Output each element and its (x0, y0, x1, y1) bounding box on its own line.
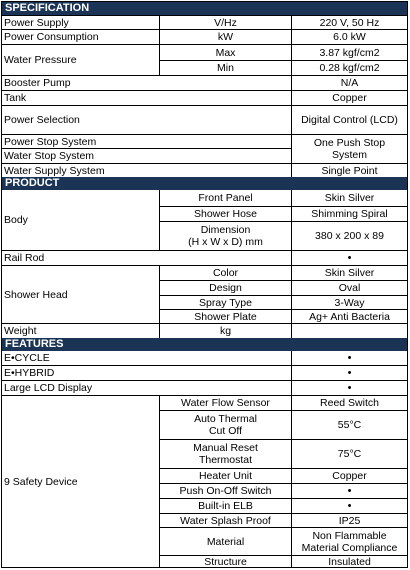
tank-label: Tank (2, 90, 291, 105)
push-onoff-label: Push On-Off Switch (159, 483, 291, 498)
structure-label: Structure (159, 555, 291, 567)
water-pressure-min-label: Min (159, 60, 291, 75)
material-value-line2: Material Compliance (301, 541, 398, 554)
auto-thermal-label (159, 410, 291, 439)
ehybrid-value: • (291, 365, 407, 380)
booster-pump-value: N/A (291, 75, 407, 90)
material-value-line1: Non Flammable (312, 529, 387, 542)
power-stop-label: Power Stop System (2, 134, 291, 148)
manual-reset-value: 75°C (291, 439, 407, 468)
power-selection-value: Digital Control (LCD) (291, 105, 407, 134)
power-supply-value: 220 V, 50 Hz (291, 15, 407, 29)
dimension-value: 380 x 200 x 89 (291, 221, 407, 250)
ehybrid-label: E•HYBRID (2, 365, 291, 380)
shower-plate-value: Ag+ Anti Bacteria (291, 309, 407, 323)
front-panel-label: Front Panel (159, 190, 291, 206)
manual-reset-label (159, 439, 291, 468)
lcd-display-value: • (291, 380, 407, 395)
power-supply-label: Power Supply (2, 15, 159, 29)
push-onoff-value: • (291, 483, 407, 498)
power-supply-unit: V/Hz (159, 15, 291, 29)
ecycle-value: • (291, 351, 407, 365)
water-splash-label: Water Splash Proof (159, 513, 291, 527)
power-consumption-value: 6.0 kW (291, 29, 407, 44)
specification-table (1, 1, 408, 568)
heater-unit-label: Heater Unit (159, 468, 291, 483)
built-in-elb-label: Built-in ELB (159, 498, 291, 513)
dimension-label-line2: (H x W x D) mm (188, 236, 263, 248)
auto-thermal-label-line1: Auto Thermal (194, 413, 257, 425)
safety-device-label: 9 Safety Device (2, 395, 159, 567)
shower-hose-label: Shower Hose (159, 206, 291, 221)
water-splash-value: IP25 (291, 513, 407, 527)
material-label: Material (159, 527, 291, 555)
spray-type-value: 3-Way (291, 295, 407, 309)
rail-rod-label: Rail Rod (2, 250, 291, 265)
ecycle-label: E•CYCLE (4, 352, 50, 364)
water-pressure-min-value: 0.28 kgf/cm2 (291, 60, 407, 75)
manual-reset-label-line2: Thermostat (198, 454, 253, 466)
water-flow-sensor-label: Water Flow Sensor (159, 395, 291, 410)
built-in-elb-value: • (291, 498, 407, 513)
shower-head-color-label: Color (159, 265, 291, 280)
water-pressure-label: Water Pressure (2, 44, 159, 75)
section-header-product: PRODUCT (2, 177, 407, 190)
shower-hose-value: Shimming Spiral (291, 206, 407, 221)
shower-head-color-value: Skin Silver (291, 265, 407, 280)
front-panel-value: Skin Silver (291, 190, 407, 206)
power-selection-label: Power Selection (2, 105, 291, 134)
water-supply-label: Water Supply System (2, 163, 291, 177)
manual-reset-label-line1: Manual Reset (193, 442, 258, 454)
shower-head-label: Shower Head (2, 265, 159, 323)
material-value (291, 527, 407, 555)
water-pressure-max-value: 3.87 kgf/cm2 (291, 44, 407, 60)
weight-unit: kg (159, 323, 291, 338)
shower-head-design-label: Design (159, 280, 291, 295)
shower-head-design-value: Oval (291, 280, 407, 295)
lcd-display-label: Large LCD Display (2, 380, 291, 395)
structure-value: Insulated (291, 555, 407, 567)
power-consumption-label: Power Consumption (2, 29, 159, 44)
stop-system-value: One Push Stop System (291, 134, 407, 163)
tank-value: Copper (291, 90, 407, 105)
spray-type-label: Spray Type (159, 295, 291, 309)
water-flow-sensor-value: Reed Switch (291, 395, 407, 410)
heater-unit-value: Copper (291, 468, 407, 483)
booster-pump-label: Booster Pump (2, 75, 291, 90)
weight-value (291, 323, 407, 338)
rail-rod-value: • (291, 250, 407, 265)
auto-thermal-label-line2: Cut Off (208, 425, 243, 437)
water-supply-value: Single Point (291, 163, 407, 177)
section-header-specification: SPECIFICATION (2, 2, 407, 15)
body-label: Body (4, 214, 28, 226)
dimension-label-line1: Dimension (200, 224, 251, 236)
power-consumption-unit: kW (159, 29, 291, 44)
shower-plate-label: Shower Plate (159, 309, 291, 323)
section-header-features: FEATURES (2, 338, 407, 351)
water-stop-label: Water Stop System (2, 148, 291, 163)
weight-label: Weight (2, 323, 159, 338)
auto-thermal-value: 55°C (291, 410, 407, 439)
water-pressure-max-label: Max (159, 44, 291, 60)
dimension-label (159, 221, 291, 250)
